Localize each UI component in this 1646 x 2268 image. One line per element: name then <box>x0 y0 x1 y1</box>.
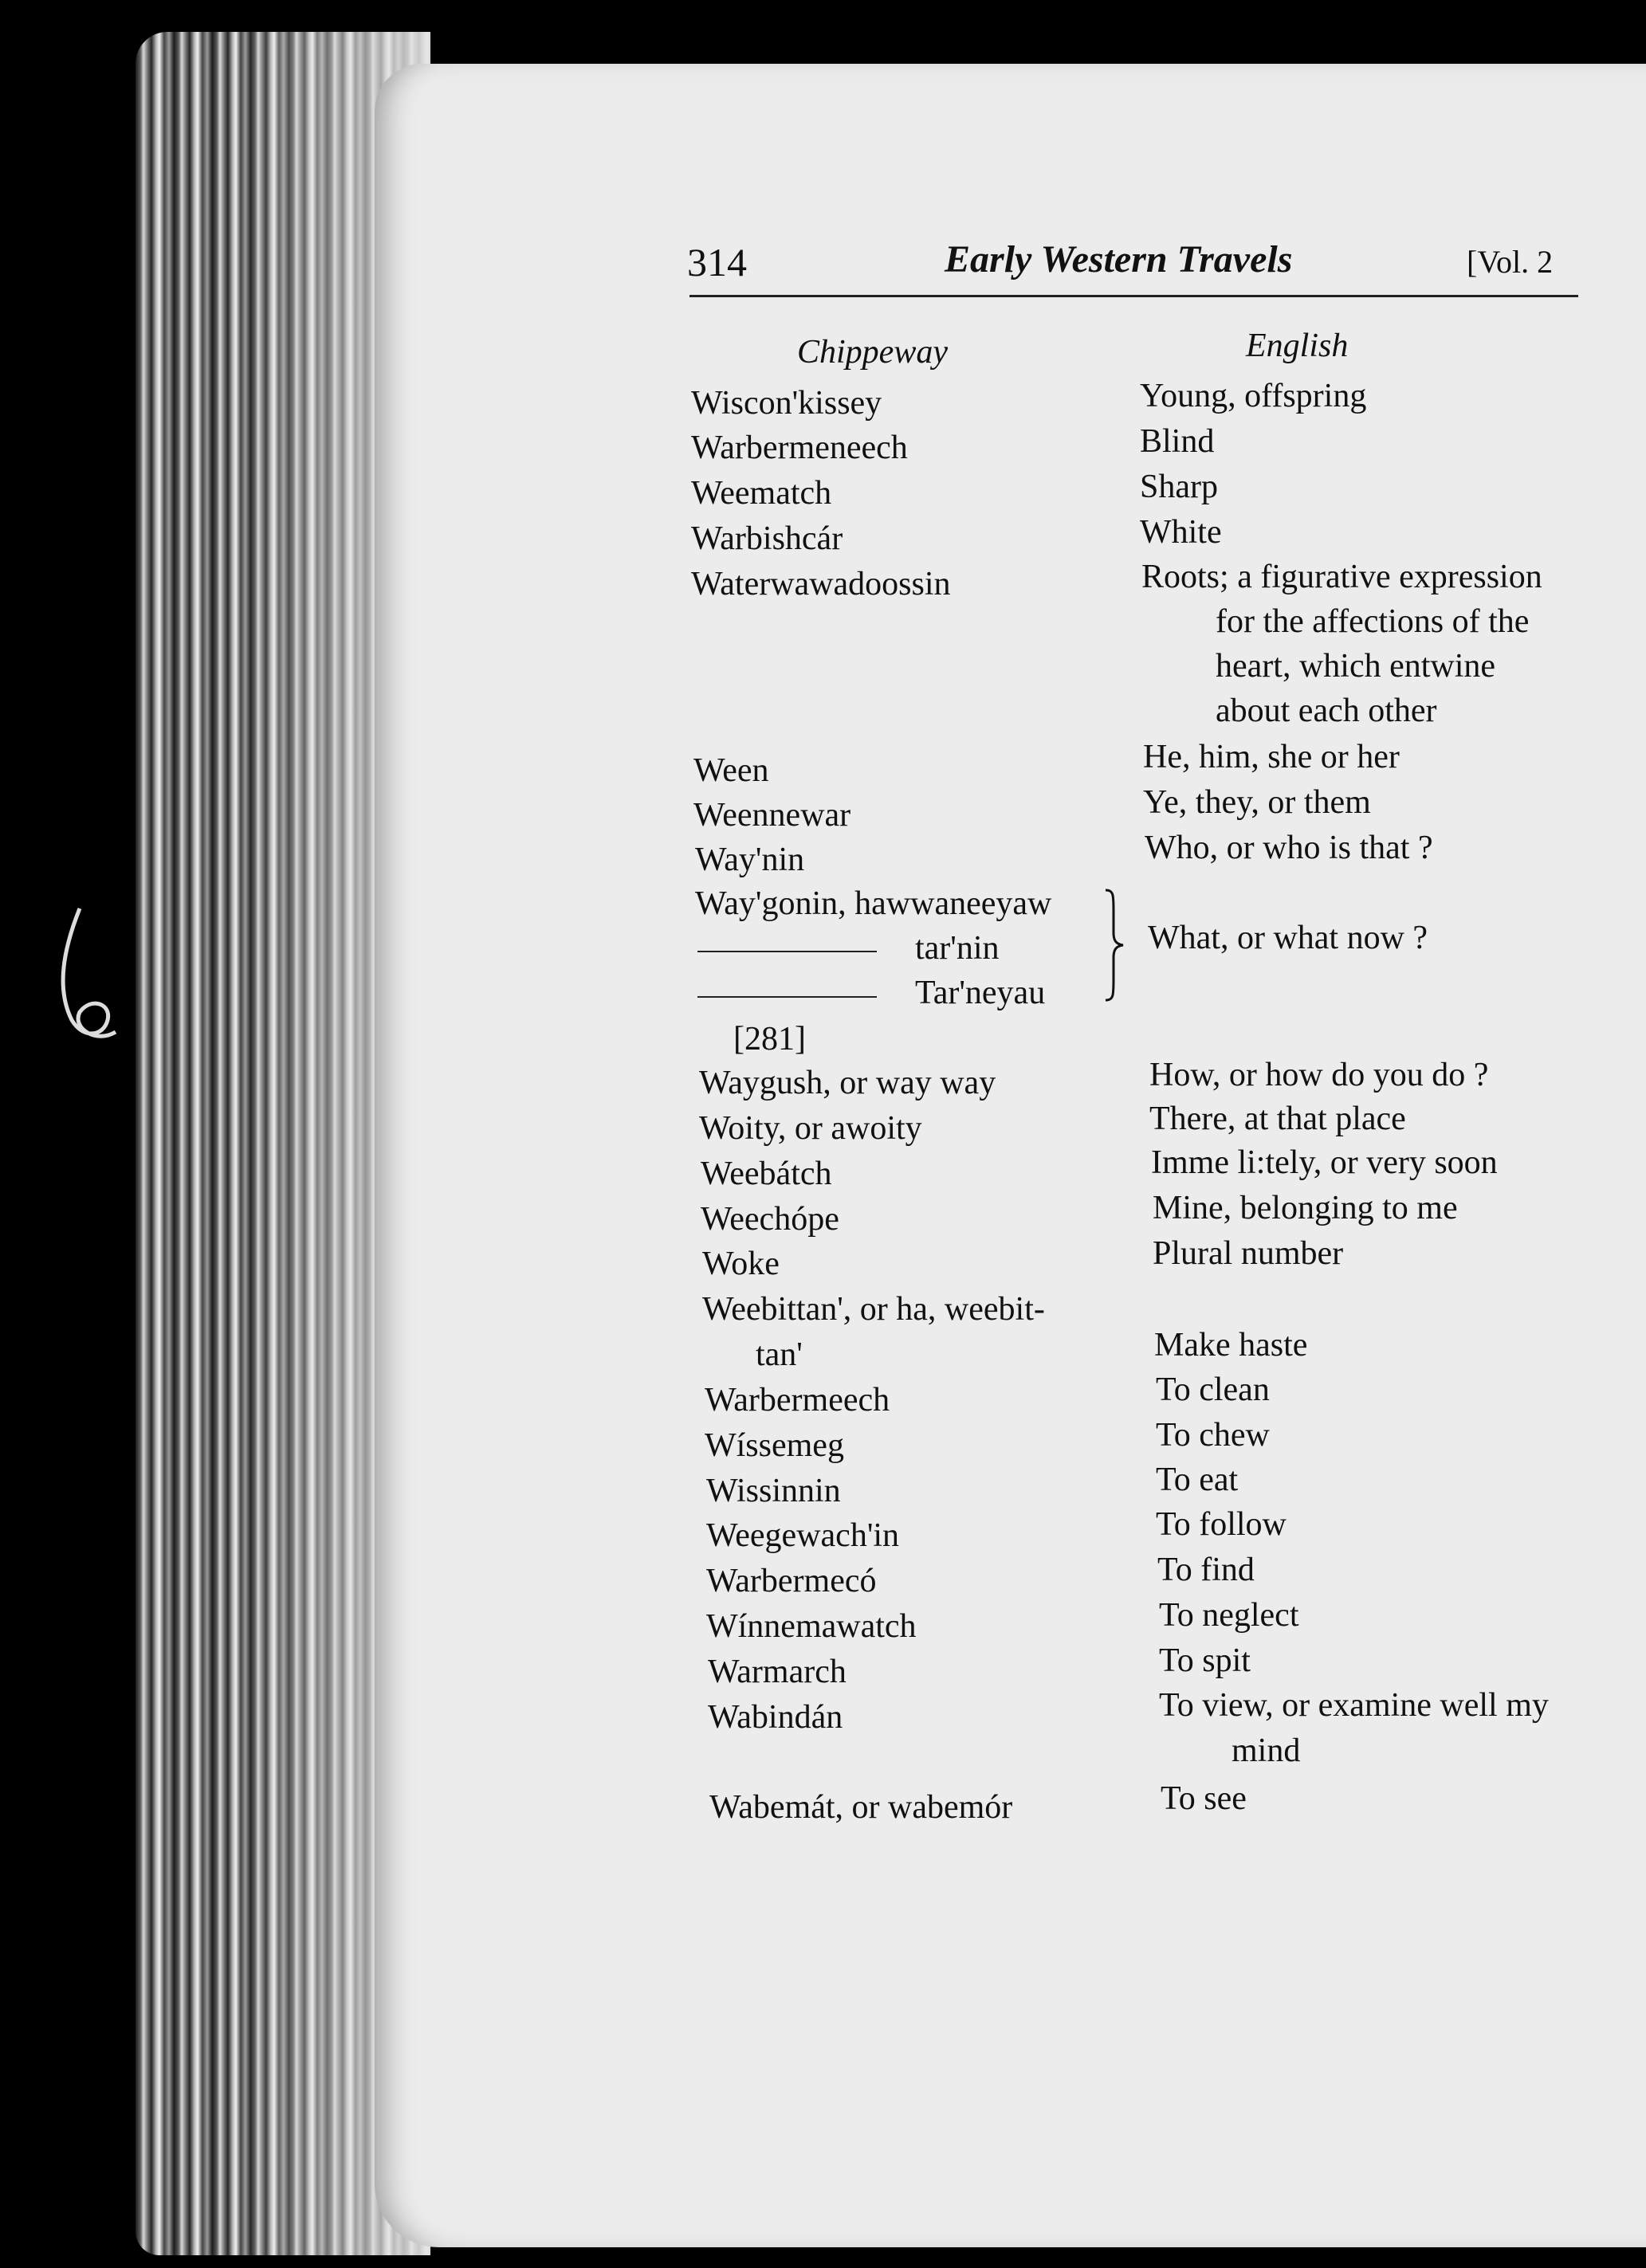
english-gloss: Mine, belonging to me <box>1153 1190 1458 1226</box>
english-gloss: Plural number <box>1153 1235 1344 1272</box>
page-marker: [281] <box>733 1021 806 1057</box>
chippeway-term: Way'gonin, hawwaneeyaw <box>695 885 1052 922</box>
english-gloss-continuation: mind <box>1232 1732 1301 1769</box>
chippeway-term: Warbermeech <box>705 1382 890 1418</box>
english-gloss: Young, offspring <box>1140 378 1367 414</box>
ditto-dash <box>697 951 877 952</box>
english-gloss: Who, or who is that ? <box>1145 830 1433 866</box>
english-gloss: To view, or examine well my <box>1159 1687 1549 1724</box>
chippeway-term: Weebátch <box>701 1156 832 1192</box>
english-gloss-continuation: heart, which entwine <box>1216 648 1496 685</box>
chippeway-term-continuation: tan' <box>756 1336 803 1373</box>
chippeway-term: Wíssemeg <box>705 1427 844 1464</box>
chippeway-term: Woity, or awoity <box>699 1110 922 1147</box>
chippeway-term: Warmarch <box>708 1654 847 1690</box>
english-gloss: What, or what now ? <box>1148 920 1428 956</box>
english-gloss: To follow <box>1156 1506 1287 1543</box>
chippeway-term: Weegewach'in <box>706 1517 900 1554</box>
ditto-dash <box>697 996 877 998</box>
pencil-mark-icon <box>48 901 128 1052</box>
english-gloss: He, him, she or her <box>1143 739 1400 775</box>
english-gloss: Ye, they, or them <box>1143 784 1371 821</box>
english-gloss: To neglect <box>1159 1597 1299 1634</box>
english-gloss-continuation: about each other <box>1216 693 1437 729</box>
english-gloss: White <box>1140 514 1222 551</box>
chippeway-term: Wiscon'kissey <box>691 385 882 422</box>
chippeway-term: Warbermeneech <box>691 430 908 466</box>
english-gloss: To find <box>1157 1552 1255 1588</box>
volume-label: [Vol. 2 <box>1467 244 1554 280</box>
column-heading-chippeway: Chippeway <box>797 334 948 371</box>
running-title: Early Western Travels <box>945 238 1293 281</box>
chippeway-term: Way'nin <box>695 842 805 878</box>
english-gloss: To clean <box>1156 1371 1270 1408</box>
english-gloss: Imme li:tely, or very soon <box>1151 1144 1498 1181</box>
brace-icon <box>1102 887 1126 1003</box>
chippeway-term: Warbishcár <box>691 520 843 557</box>
chippeway-term: Wínnemawatch <box>706 1608 917 1645</box>
english-gloss: To see <box>1161 1780 1247 1817</box>
chippeway-term: Weechópe <box>701 1201 839 1238</box>
english-gloss: There, at that place <box>1149 1101 1406 1137</box>
chippeway-term: Woke <box>702 1246 780 1282</box>
chippeway-term: Wabemát, or wabemór <box>709 1789 1013 1826</box>
chippeway-term: Ween <box>693 752 769 789</box>
page-number: 314 <box>687 240 747 284</box>
chippeway-term: Waterwawadoossin <box>691 566 951 602</box>
chippeway-term: Wabindán <box>708 1699 843 1736</box>
chippeway-term-variant: tar'nin <box>915 930 1000 967</box>
english-gloss: How, or how do you do ? <box>1149 1057 1489 1093</box>
column-heading-english: English <box>1246 328 1349 364</box>
chippeway-term-variant: Tar'neyau <box>915 975 1046 1011</box>
english-gloss: Blind <box>1140 423 1215 460</box>
english-gloss: To chew <box>1156 1417 1270 1454</box>
english-gloss: Sharp <box>1140 469 1218 505</box>
english-gloss-continuation: for the affections of the <box>1216 603 1530 640</box>
chippeway-term: Weebittan', or ha, weebit- <box>702 1291 1045 1328</box>
chippeway-term: Weematch <box>691 475 832 512</box>
chippeway-term: Weennewar <box>693 797 851 834</box>
chippeway-term: Warbermecó <box>706 1563 877 1599</box>
header-rule <box>689 295 1578 297</box>
chippeway-term: Waygush, or way way <box>699 1065 996 1101</box>
english-gloss: Roots; a figurative expression <box>1141 559 1542 595</box>
english-gloss: To eat <box>1156 1462 1239 1498</box>
english-gloss: Make haste <box>1154 1327 1308 1364</box>
chippeway-term: Wissinnin <box>706 1473 841 1509</box>
english-gloss: To spit <box>1159 1642 1251 1679</box>
